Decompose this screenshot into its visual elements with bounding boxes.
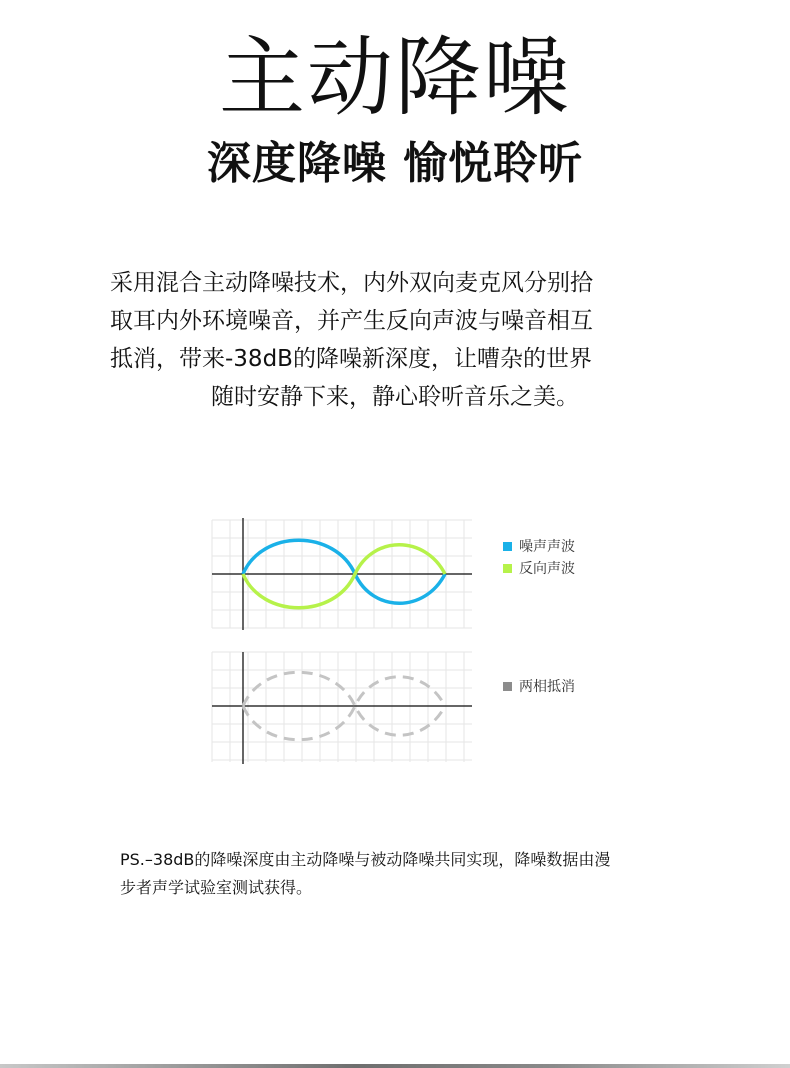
footnote <box>120 846 680 902</box>
waveform-graphic <box>0 500 790 790</box>
legend-label: 噪声声波 <box>519 539 575 555</box>
legend-label: 两相抵消 <box>519 679 575 695</box>
legend-item-cancel <box>503 676 575 696</box>
page-subtitle: 深度降噪 愉悦聆听 <box>206 138 584 189</box>
cancelled-wave-line <box>243 672 445 735</box>
legend-item-anti <box>503 558 575 578</box>
footnote-line: 步者声学试验室测试获得。 <box>120 878 313 897</box>
noise-cancellation-diagram <box>0 500 790 790</box>
anti-wave-line <box>243 545 445 608</box>
feature-description <box>110 264 680 416</box>
description-line: 抵消，带来-38dB的降噪新深度，让嘈杂的世界 <box>110 346 592 372</box>
noise-wave-line <box>243 540 445 603</box>
bottom-divider <box>0 1064 790 1068</box>
legend-item-noise <box>503 536 575 556</box>
cancelled-wave-line <box>243 677 445 740</box>
description-line: 随时安静下来，静心聆听音乐之美。 <box>211 384 579 410</box>
footnote-line: PS.–38dB的降噪深度由主动降噪与被动降噪共同实现，降噪数据由漫 <box>120 850 611 869</box>
page-title: 主动降噪 <box>219 28 571 128</box>
description-line: 采用混合主动降噪技术，内外双向麦克风分别拾 <box>110 270 593 296</box>
legend-swatch <box>503 542 512 551</box>
grid-bottom <box>212 652 472 762</box>
description-line: 取耳内外环境噪音，并产生反向声波与噪音相互 <box>110 308 593 334</box>
legend-swatch <box>503 682 512 691</box>
legend-swatch <box>503 564 512 573</box>
legend-label: 反向声波 <box>519 561 575 577</box>
